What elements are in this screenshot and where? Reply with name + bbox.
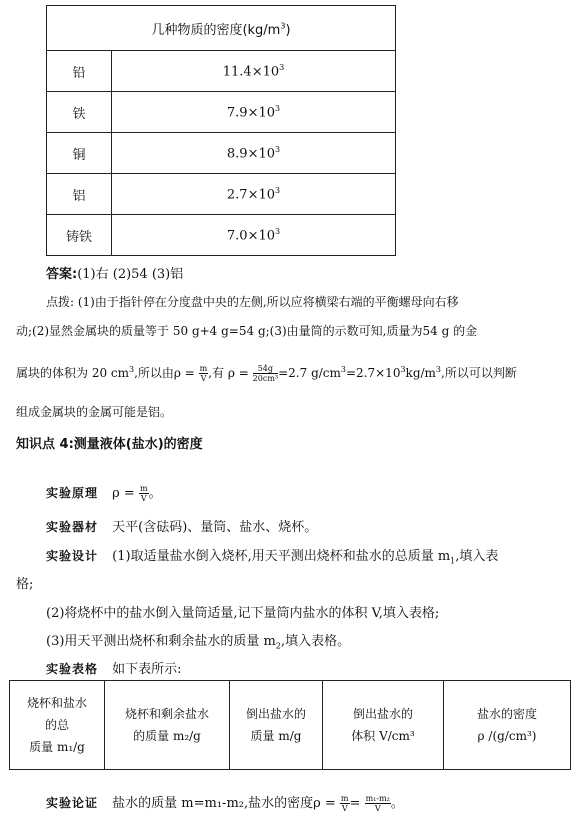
density-value: $2.7\times 10^3$ (112, 174, 396, 215)
design-line-1-cont: 格; (16, 577, 34, 592)
hint-line-2: 动;(2)显然金属块的质量等于 50 g+4 g=54 g;(3)由量筒的示数可知,质量为54 g 的金 (16, 324, 478, 338)
experiment-table (9, 680, 571, 770)
table-row (47, 174, 396, 215)
exp-col-header: 烧杯和盐水 的总 质量 m₁/g (10, 681, 105, 770)
fraction-m-over-v: $\frac{m}{V}$ (139, 484, 148, 503)
density-value: $7.0\times 10^3$ (112, 215, 396, 256)
principle-line: 实验原理 ρ = $\frac{m}{V}$ 。 (46, 484, 162, 503)
substance-name: 铁 (47, 92, 112, 133)
fraction-m-over-v: $\frac{m}{V}$ (340, 794, 349, 813)
table-row (47, 92, 396, 133)
table-row (47, 51, 396, 92)
hint-line-1: 点拨: (1)由于指针停在分度盘中央的左侧,所以应将横梁右端的平衡螺母向右移 (46, 295, 459, 309)
fraction-m1-minus-m2-over-v: $\frac{\text{m₁-m₂}}{V}$ (365, 794, 390, 813)
hint-line-4: 组成金属块的金属可能是铝。 (16, 405, 173, 419)
design-line-3: (3)用天平测出烧杯和剩余盐水的质量 $m_2$,填入表格。 (46, 634, 351, 651)
fraction-54-over-20: $\frac{54g}{\text{20cm³}}$ (252, 364, 279, 383)
density-value: $7.9\times 10^3$ (112, 92, 396, 133)
design-line-1: 实验设计 (1)取适量盐水倒入烧杯,用天平测出烧杯和盐水的总质量 $m_1$,填入表 (46, 549, 499, 566)
exp-col-header: 倒出盐水的 质量 m/g (230, 681, 323, 770)
density-table (46, 5, 396, 256)
density-table-title: 几种物质的密度$(kg/m^3)$ (47, 6, 396, 51)
answer-line: 答案:(1)右 (2)54 (3)铝 (46, 267, 184, 282)
density-value: $11.4\times 10^3$ (112, 51, 396, 92)
substance-name: 铝 (47, 174, 112, 215)
section-title: 知识点 4:测量液体(盐水)的密度 (16, 437, 203, 452)
density-value: $8.9\times 10^3$ (112, 133, 396, 174)
hint-line-3: 属块的体积为 20 $cm^3$,所以由ρ = $\frac{m}{V}$ ,有 ρ = $\frac{54g}{\text{20cm³}}$ =2.7 $g/cm^3=2.7\times 10^3kg/m^3$,所以可以判断 (16, 364, 517, 383)
fraction-m-over-v: $\frac{m}{V}$ (199, 364, 208, 383)
design-line-2: (2)将烧杯中的盐水倒入量筒适量,记下量筒内盐水的体积 V,填入表格; (46, 606, 440, 621)
substance-name: 铅 (47, 51, 112, 92)
table-row (47, 133, 396, 174)
table-row (47, 215, 396, 256)
exp-table-intro: 实验表格 如下表所示: (46, 662, 182, 677)
conclusion-line: 实验论证 盐水的质量 m=m₁-m₂,盐水的密度ρ = $\frac{m}{V}$ = $\frac{\text{m₁-m₂}}{V}$ 。 (46, 794, 404, 813)
exp-col-header: 倒出盐水的 体积 V/cm³ (323, 681, 444, 770)
substance-name: 铜 (47, 133, 112, 174)
exp-col-header: 盐水的密度 ρ /(g/cm³) (444, 681, 571, 770)
substance-name: 铸铁 (47, 215, 112, 256)
equipment-line: 实验器材 天平(含砝码)、量筒、盐水、烧杯。 (46, 520, 318, 535)
exp-col-header: 烧杯和剩余盐水 的质量 m₂/g (105, 681, 230, 770)
